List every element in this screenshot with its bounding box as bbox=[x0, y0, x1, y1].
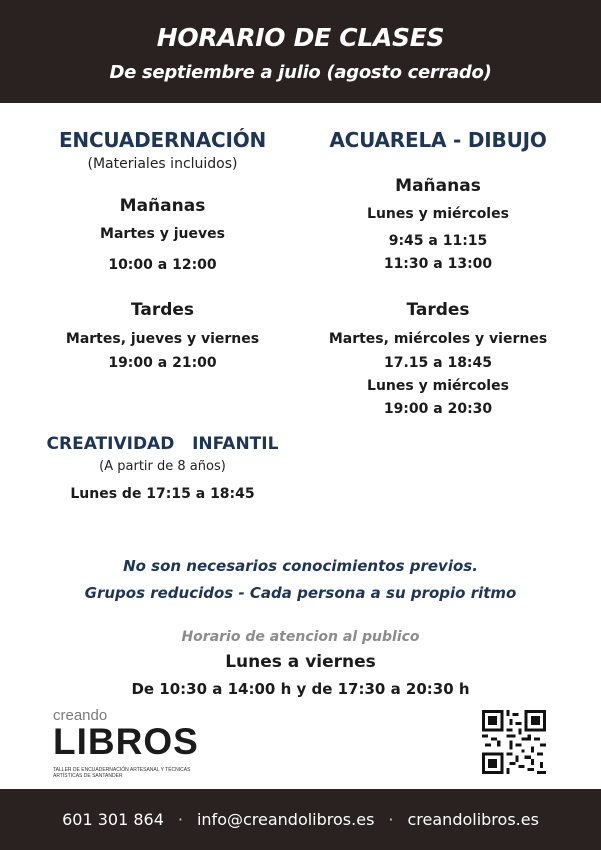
acuarela-section bbox=[318, 0, 558, 520]
acuarela-mananas-heading: Mañanas bbox=[395, 176, 481, 196]
page-subtitle: De septiembre a julio (agosto cerrado) bbox=[109, 62, 492, 83]
attention-hours: De 10:30 a 14:00 h y de 17:30 a 20:30 h bbox=[131, 680, 470, 698]
attention-days: Lunes a viernes bbox=[225, 652, 376, 672]
footer-separator: · bbox=[177, 810, 183, 829]
infantil-note: (A partir de 8 años) bbox=[99, 459, 226, 474]
logo-tagline: TALLER DE ENCUADERNACIÓN ARTESANAL Y TÉCNICAS ARTÍSTICAS DE SANTANDER bbox=[53, 767, 191, 779]
encuadernacion-tardes-time: 19:00 a 21:00 bbox=[108, 355, 217, 371]
encuadernacion-mananas-days: Martes y jueves bbox=[100, 226, 225, 242]
acuarela-mananas-time1: 9:45 a 11:15 bbox=[388, 233, 488, 249]
creando-libros-logo bbox=[53, 707, 199, 779]
encuadernacion-tardes-heading: Tardes bbox=[130, 300, 195, 320]
encuadernacion-note: (Materiales incluidos) bbox=[87, 156, 238, 172]
attention-title: Horario de atencion al publico bbox=[181, 629, 420, 645]
encuadernacion-mananas-heading: Mañanas bbox=[119, 196, 206, 216]
qr-code-icon bbox=[482, 710, 546, 774]
logo-big-text: LIBROS bbox=[53, 721, 199, 762]
footer-separator: · bbox=[388, 810, 394, 829]
acuarela-tardes-days2: Lunes y miércoles bbox=[367, 378, 509, 394]
encuadernacion-mananas-time: 10:00 a 12:00 bbox=[108, 257, 217, 273]
acuarela-tardes-days1: Martes, miércoles y viernes bbox=[328, 331, 548, 347]
infantil-schedule: Lunes de 17:15 a 18:45 bbox=[70, 486, 255, 502]
acuarela-title: ACUARELA - DIBUJO bbox=[329, 128, 547, 152]
infantil-section bbox=[45, 0, 280, 520]
footer-email[interactable]: info@creandolibros.es bbox=[196, 810, 375, 829]
acuarela-tardes-heading: Tardes bbox=[406, 300, 470, 320]
page-title: HORARIO DE CLASES bbox=[156, 23, 445, 52]
acuarela-mananas-time2: 11:30 a 13:00 bbox=[383, 256, 493, 272]
encuadernacion-title: ENCUADERNACIÓN bbox=[58, 128, 267, 152]
logo-small-text: creando bbox=[53, 707, 108, 724]
infantil-title: CREATIVIDAD INFANTIL bbox=[46, 434, 279, 454]
note-line-1: No son necesarios conocimientos previos. bbox=[123, 557, 478, 575]
acuarela-tardes-time2: 19:00 a 20:30 bbox=[383, 401, 493, 417]
acuarela-mananas-days: Lunes y miércoles bbox=[367, 206, 509, 222]
footer-phone[interactable]: 601 301 864 bbox=[62, 810, 164, 829]
encuadernacion-tardes-days: Martes, jueves y viernes bbox=[65, 331, 260, 347]
footer-website[interactable]: creandolibros.es bbox=[407, 810, 539, 829]
footer-banner bbox=[0, 789, 601, 850]
note-line-2: Grupos reducidos - Cada persona a su propio ritmo bbox=[84, 584, 517, 602]
acuarela-tardes-time1: 17.15 a 18:45 bbox=[383, 355, 493, 371]
